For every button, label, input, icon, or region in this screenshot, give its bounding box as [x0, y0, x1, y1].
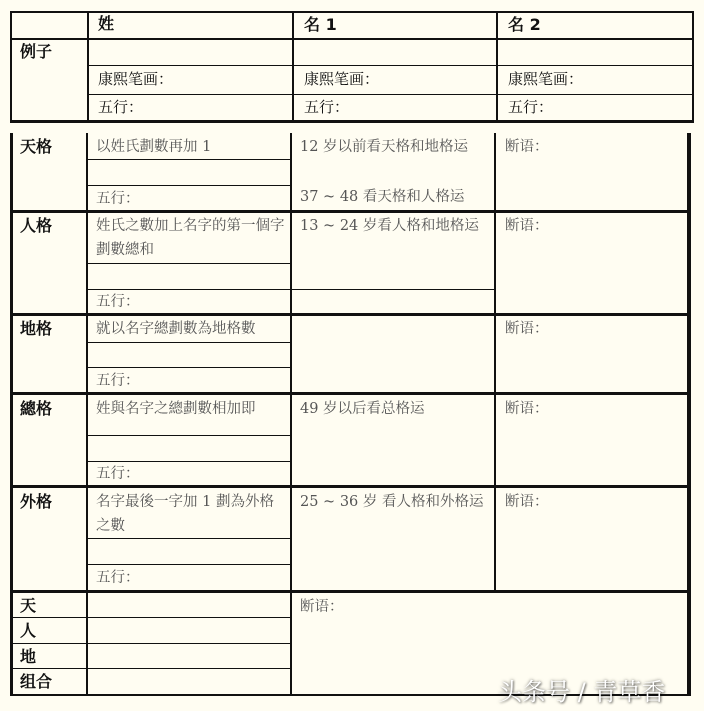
- sub-row-line: [88, 461, 290, 462]
- sub-row-line: [88, 263, 290, 264]
- dige-wuxing-label: 五行：: [96, 373, 140, 389]
- renge-label: 人格: [20, 216, 53, 235]
- zongge-rule: 姓與名字之總劃數相加即: [96, 401, 256, 417]
- zongge-verdict: 断语：: [505, 401, 549, 417]
- header-name2: 名 2: [508, 15, 541, 34]
- rule-col-divider: [290, 133, 292, 696]
- col-divider: [87, 11, 89, 123]
- combo-row-line: [13, 668, 290, 669]
- tiange-wuxing-label: 五行：: [96, 191, 140, 207]
- col-divider: [496, 11, 498, 123]
- combo-human-label: 人: [20, 621, 37, 640]
- tiange-verdict: 断语：: [505, 139, 549, 155]
- dige-rule: 就以名字總劃數為地格數: [96, 321, 256, 337]
- renge-rule: 姓氏之數加上名字的第一個字劃數總和: [96, 218, 285, 258]
- name2-wuxing-label: 五行：: [508, 98, 554, 116]
- row-divider: [88, 65, 694, 66]
- right-border: [692, 11, 694, 123]
- combo-verdict: 断语：: [300, 599, 344, 615]
- waige-label: 外格: [20, 492, 53, 511]
- header-surname: 姓: [98, 14, 115, 33]
- section-divider: [10, 313, 691, 316]
- waige-rule: 名字最後一字加 1 劃為外格之數: [96, 494, 274, 534]
- section-divider: [10, 392, 691, 395]
- sub-row-line: [88, 342, 290, 343]
- bottom-border: [10, 120, 694, 123]
- sub-row-line: [88, 564, 290, 565]
- main-right-border: [687, 133, 691, 696]
- dige-label: 地格: [20, 319, 53, 338]
- zongge-note: 49 岁以后看总格运: [300, 401, 425, 417]
- name2-stroke-label: 康熙笔画：: [508, 70, 584, 88]
- combo-row-line: [13, 617, 290, 618]
- combo-combination-label: 组合: [20, 672, 53, 691]
- renge-verdict: 断语：: [505, 218, 549, 234]
- watermark: 头条号 / 青草香: [498, 678, 666, 706]
- example-label: 例子: [20, 42, 53, 61]
- header-name1: 名 1: [304, 15, 337, 34]
- sub-row-line: [88, 185, 290, 186]
- section-divider: [10, 485, 691, 488]
- tiange-note-early: 12 岁以前看天格和地格运: [300, 139, 469, 155]
- waige-wuxing-label: 五行：: [96, 570, 140, 586]
- name1-stroke-label: 康熙笔画：: [304, 70, 380, 88]
- dige-verdict: 断语：: [505, 321, 549, 337]
- section-divider: [10, 210, 691, 213]
- renge-note: 13 ~ 24 岁看人格和地格运: [300, 218, 479, 234]
- combo-row-line: [13, 643, 290, 644]
- tiange-note-mid: 37 ~ 48 看天格和人格运: [300, 189, 465, 205]
- surname-wuxing-label: 五行：: [98, 98, 144, 116]
- sub-row-line: [88, 159, 290, 160]
- zongge-wuxing-label: 五行：: [96, 466, 140, 482]
- left-border: [10, 11, 12, 123]
- surname-stroke-label: 康熙笔画：: [98, 70, 174, 88]
- col-divider: [292, 11, 294, 123]
- header-divider: [10, 38, 694, 40]
- label-col-divider: [86, 133, 88, 696]
- section-divider: [10, 590, 691, 593]
- waige-note: 25 ~ 36 岁 看人格和外格运: [300, 494, 484, 510]
- tiange-rule: 以姓氏劃數再加 1: [96, 139, 212, 155]
- renge-wuxing-label: 五行：: [96, 294, 140, 310]
- main-left-border: [10, 133, 13, 696]
- sub-row-line: [88, 538, 290, 539]
- sub-row-line: [88, 367, 290, 368]
- row-divider: [88, 94, 694, 95]
- note-col-divider: [494, 133, 496, 593]
- waige-verdict: 断语：: [505, 494, 549, 510]
- combo-earth-label: 地: [20, 647, 37, 666]
- sub-row-line: [88, 435, 290, 436]
- name1-wuxing-label: 五行：: [304, 98, 350, 116]
- tiange-label: 天格: [20, 137, 53, 156]
- zongge-label: 總格: [20, 399, 53, 418]
- sub-row-line: [88, 289, 494, 290]
- combo-heaven-label: 天: [20, 596, 37, 615]
